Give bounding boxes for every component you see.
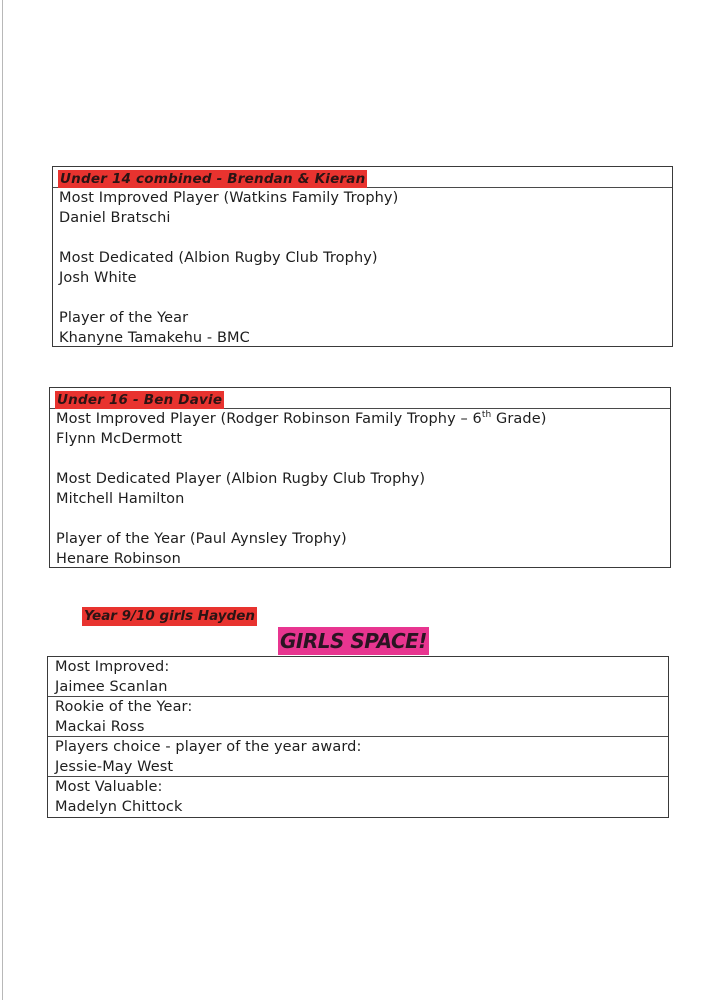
award-winner: Josh White [59,270,137,286]
award-title: Players choice - player of the year award: [55,739,362,755]
under-16-awards-table [49,387,671,568]
award-title: Player of the Year [59,310,189,326]
award-title: Most Improved Player (Watkins Family Trophy) [59,190,399,206]
award-title: Most Dedicated (Albion Rugby Club Trophy) [59,250,378,266]
award-title: Most Improved: [55,659,170,675]
award-item [56,469,670,509]
section-header [50,388,670,409]
awards-list [50,409,670,569]
year-9-10-girls-awards-table [47,656,669,818]
award-title: Player of the Year (Paul Aynsley Trophy) [56,531,347,547]
under-14-awards-table [52,166,673,347]
award-cell [48,737,668,777]
award-item [59,308,672,348]
award-title-text-end: Grade) [491,411,547,427]
section-header [53,167,672,188]
award-item [59,188,672,228]
award-cell [48,777,668,817]
award-title: Rookie of the Year: [55,699,193,715]
award-winner: Mitchell Hamilton [56,491,185,507]
award-title [56,409,670,429]
award-winner: Daniel Bratschi [59,210,171,226]
award-item [59,248,672,288]
page-edge-line [2,0,3,1000]
award-winner: Jessie-May West [55,759,174,775]
award-winner: Henare Robinson [56,551,181,567]
award-winner: Mackai Ross [55,719,145,735]
award-item [56,409,670,449]
awards-list [53,188,672,348]
section-title: Under 16 - Ben Davie [57,392,223,408]
ordinal-suffix: th [481,410,492,421]
section-title: Year 9/10 girls Hayden [84,608,256,624]
award-title-text: Most Improved Player (Rodger Robinson Family Trophy – 6 [56,411,482,427]
award-title: Most Dedicated Player (Albion Rugby Club Trophy) [56,471,426,487]
award-title: Most Valuable: [55,779,163,795]
award-cell [48,657,668,697]
award-item [56,529,670,569]
section-title: Under 14 combined - Brendan & Kieran [60,171,366,187]
girls-space-banner: GIRLS SPACE! [280,629,427,653]
award-winner: Madelyn Chittock [55,799,183,815]
award-winner: Jaimee Scanlan [55,679,168,695]
award-cell [48,697,668,737]
award-winner: Khanyne Tamakehu - BMC [59,330,250,346]
award-winner: Flynn McDermott [56,431,183,447]
